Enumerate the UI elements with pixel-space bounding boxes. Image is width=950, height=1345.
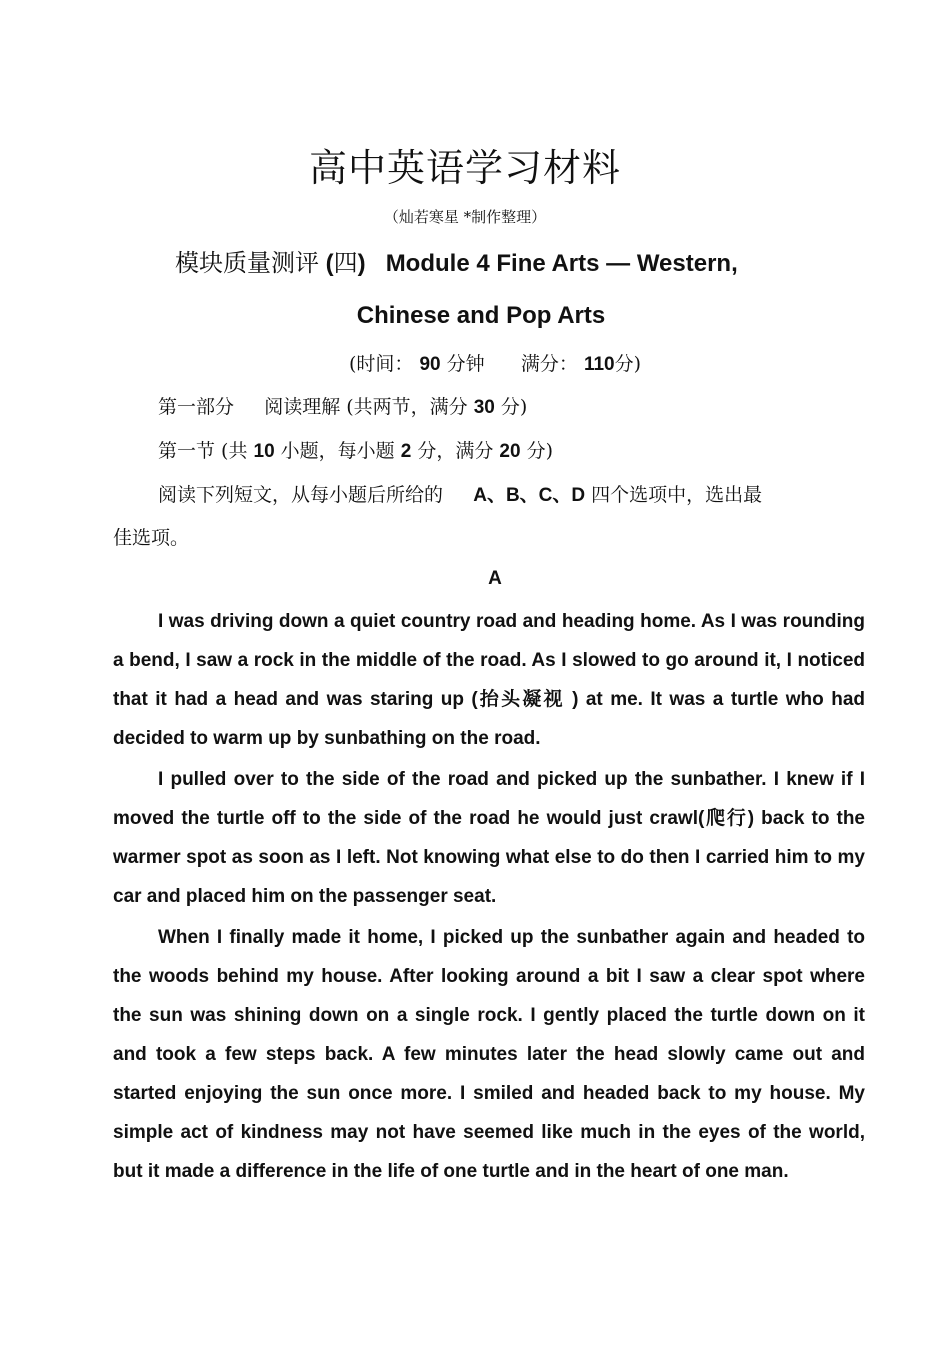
instruction-line <box>158 480 762 507</box>
module-paren-cn: 四 <box>333 249 358 277</box>
module-paren-close: ) <box>357 250 366 277</box>
passage-paragraph-3: When I finally made it home, I picked up the sunbather again and headed to the woods behind my house. After looking around a bit I saw a clear spot where the sun was shining down on a single rock. I gently placed the turtle down on it and took a few steps back. A few minutes later the head slowly came out and started enjoying the sun once more. I smiled and headed back to my house. My simple act of kindness may not have seemed like much in the eyes of the world, but it made a difference in the life of one turtle and in the heart of one man. <box>113 927 865 1182</box>
score-value: 110 <box>583 354 615 375</box>
module-prefix: 模块质量测评 <box>175 249 319 277</box>
part-one-detail-close: 分) <box>494 396 528 418</box>
instruction-continuation: 佳选项。 <box>113 527 190 549</box>
section-one-end: 分) <box>520 440 553 462</box>
module-title-line1: Module 4 Fine Arts — Western, <box>385 250 738 277</box>
section-one-mid2: 分，满分 <box>411 440 500 462</box>
part-one-heading <box>158 392 527 419</box>
section-one-heading <box>158 436 553 463</box>
part-one-label: 第一部分 <box>158 396 235 418</box>
exam-info <box>0 349 950 376</box>
score-label: 满分： <box>520 353 578 375</box>
section-one-each: 2 <box>400 441 412 462</box>
time-value: 90 <box>419 354 441 375</box>
score-unit: 分) <box>614 353 642 375</box>
part-one-detail-open: (共两节，满分 <box>340 396 474 418</box>
part-one-score: 30 <box>473 397 495 418</box>
section-one-count: 10 <box>253 441 275 462</box>
page-subtitle: （灿若寒星 *制作整理） <box>383 208 547 226</box>
passage-body <box>113 602 865 1191</box>
section-one-total: 20 <box>499 441 521 462</box>
page-title: 高中英语学习材料 <box>308 146 621 190</box>
module-paren-open: ( <box>319 250 334 277</box>
module-heading <box>175 243 875 278</box>
part-one-name: 阅读理解 <box>264 396 341 418</box>
section-one-mid: 小题，每小题 <box>274 440 401 462</box>
instruction-start: 阅读下列短文，从每小题后所给的 <box>158 484 444 506</box>
passage-paragraph-2: I pulled over to the side of the road and picked up the sunbather. I knew if I moved the turtle off to the side of the road he would just crawl(爬行) back to the warmer spot as soon as I left. Not knowing what else to do then I carried him to my car and placed him on the passenger seat. <box>113 769 865 907</box>
instruction-options: A、B、C、D <box>473 485 586 506</box>
time-unit: 分钟 <box>446 353 485 375</box>
time-label: (时间： <box>348 353 414 375</box>
section-one-label: 第一节 (共 <box>158 440 254 462</box>
passage-paragraph-1: I was driving down a quiet country road and heading home. As I was rounding a bend, I saw a rock in the middle of the road. As I slowed to go around it, I noticed that it had a head and was staring up (抬头凝视 ) at me. It was a turtle who had decided to warm up by sunbathing on the road. <box>113 611 865 749</box>
module-title-line2: Chinese and Pop Arts <box>356 302 606 329</box>
passage-label: A <box>488 568 502 589</box>
instruction-end: 四个选项中，选出最 <box>591 484 763 506</box>
